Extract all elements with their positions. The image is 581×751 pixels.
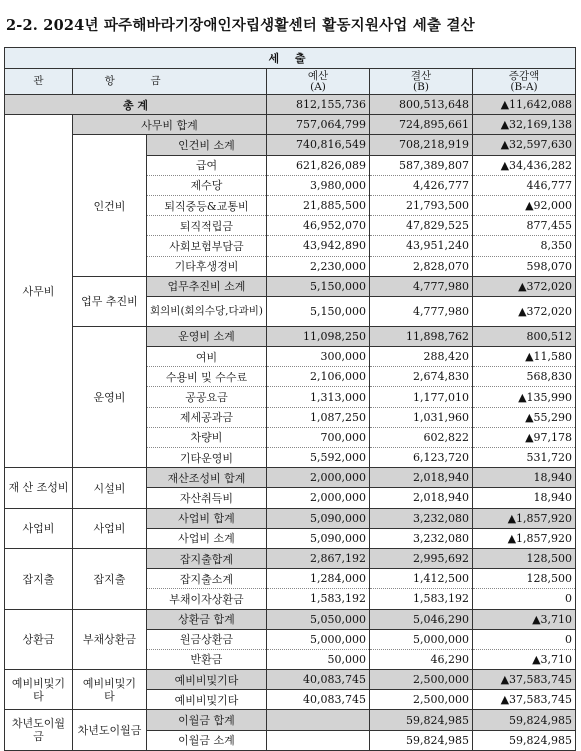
cell-budget: 5,150,000 xyxy=(267,296,370,326)
cell-diff: 800,512 xyxy=(473,326,576,346)
cell-budget: 2,000,000 xyxy=(267,468,370,488)
cell-diff: 446,777 xyxy=(473,175,576,195)
cell-settle: 2,995,692 xyxy=(370,548,473,568)
hang-cell: 업무 추진비 xyxy=(73,276,147,326)
cell-budget: 5,150,000 xyxy=(267,276,370,296)
cell-budget: 2,106,000 xyxy=(267,367,370,387)
cell-diff: 0 xyxy=(473,629,576,649)
cell-diff: ▲37,583,745 xyxy=(473,690,576,710)
cell-diff: 128,500 xyxy=(473,548,576,568)
cell-diff: ▲37,583,745 xyxy=(473,670,576,690)
table-row xyxy=(5,508,576,528)
cell-diff: 18,940 xyxy=(473,468,576,488)
cell-settle: 4,777,980 xyxy=(370,276,473,296)
cell-settle: 11,898,762 xyxy=(370,326,473,346)
table-row xyxy=(5,276,576,296)
cell-settle: 2,018,940 xyxy=(370,468,473,488)
cell-budget: 1,313,000 xyxy=(267,387,370,407)
row-label: 잡지출합계 xyxy=(147,548,267,568)
section-header-row xyxy=(5,48,576,69)
row-label: 총 계 xyxy=(5,95,267,115)
cell-settle: 3,232,080 xyxy=(370,528,473,548)
cell-diff: ▲1,857,920 xyxy=(473,528,576,548)
cell-budget: 40,083,745 xyxy=(267,670,370,690)
cell-budget: 50,000 xyxy=(267,649,370,669)
table-row xyxy=(5,670,576,690)
table-row xyxy=(5,710,576,730)
cell-diff: ▲372,020 xyxy=(473,276,576,296)
cell-budget: 5,090,000 xyxy=(267,508,370,528)
cell-diff: 877,455 xyxy=(473,216,576,236)
gwan-cell: 잡지출 xyxy=(5,548,73,609)
cell-settle: 2,500,000 xyxy=(370,670,473,690)
cell-budget: 5,050,000 xyxy=(267,609,370,629)
cell-settle: 5,000,000 xyxy=(370,629,473,649)
cell-budget: 2,230,000 xyxy=(267,256,370,276)
cell-diff: ▲135,990 xyxy=(473,387,576,407)
cell-budget: 812,155,736 xyxy=(267,95,370,115)
cell-settle: 3,232,080 xyxy=(370,508,473,528)
row-label: 퇴직적립금 xyxy=(147,216,267,236)
cell-settle: 2,828,070 xyxy=(370,256,473,276)
row-label: 부채이자상환금 xyxy=(147,589,267,609)
row-label: 이월금 소계 xyxy=(147,730,267,750)
cell-settle: 59,824,985 xyxy=(370,730,473,750)
cell-settle: 2,018,940 xyxy=(370,488,473,508)
cell-settle: 59,824,985 xyxy=(370,710,473,730)
cell-diff: ▲11,580 xyxy=(473,347,576,367)
cell-budget: 5,090,000 xyxy=(267,528,370,548)
col-diff: 증감액 (B-A) xyxy=(473,69,576,95)
table-row-total xyxy=(5,95,576,115)
cell-diff: 531,720 xyxy=(473,448,576,468)
row-label: 여비 xyxy=(147,347,267,367)
gwan-cell: 예비비및기타 xyxy=(5,670,73,710)
row-label: 업무추진비 소계 xyxy=(147,276,267,296)
cell-settle: 2,674,830 xyxy=(370,367,473,387)
cell-diff: ▲55,290 xyxy=(473,407,576,427)
row-label: 반환금 xyxy=(147,649,267,669)
row-label: 기타후생경비 xyxy=(147,256,267,276)
page-title: 2-2. 2024년 파주해바라기장애인자립생활센터 활동지원사업 세출 결산 xyxy=(6,17,475,34)
cell-diff: 598,070 xyxy=(473,256,576,276)
cell-budget: 2,000,000 xyxy=(267,488,370,508)
row-label: 사업비 합계 xyxy=(147,508,267,528)
cell-budget: 3,980,000 xyxy=(267,175,370,195)
row-label: 기타운영비 xyxy=(147,448,267,468)
cell-budget: 11,098,250 xyxy=(267,326,370,346)
column-header-row xyxy=(5,69,576,95)
cell-settle: 47,829,525 xyxy=(370,216,473,236)
cell-budget: 2,867,192 xyxy=(267,548,370,568)
cell-budget: 1,087,250 xyxy=(267,407,370,427)
row-label: 예비비및기타 xyxy=(147,690,267,710)
cell-diff: ▲92,000 xyxy=(473,195,576,215)
cell-diff: 128,500 xyxy=(473,569,576,589)
cell-diff: ▲34,436,282 xyxy=(473,155,576,175)
row-label: 상환금 합계 xyxy=(147,609,267,629)
cell-diff: ▲32,597,630 xyxy=(473,135,576,155)
cell-budget: 5,592,000 xyxy=(267,448,370,468)
row-label: 수용비 및 수수료 xyxy=(147,367,267,387)
cell-budget: 757,064,799 xyxy=(267,115,370,135)
cell-budget: 300,000 xyxy=(267,347,370,367)
row-label: 제수당 xyxy=(147,175,267,195)
expenditure-table xyxy=(4,47,576,751)
section-title: 세 출 xyxy=(5,48,576,69)
cell-diff: ▲11,642,088 xyxy=(473,95,576,115)
gwan-cell: 사무비 xyxy=(5,115,73,468)
col-settle: 결산 (B) xyxy=(370,69,473,95)
row-label: 이월금 합계 xyxy=(147,710,267,730)
cell-budget: 740,816,549 xyxy=(267,135,370,155)
cell-diff: ▲32,169,138 xyxy=(473,115,576,135)
gwan-cell: 차년도이월금 xyxy=(5,710,73,750)
row-label: 재산조성비 합계 xyxy=(147,468,267,488)
col-mok: 금 xyxy=(147,69,267,95)
hang-cell: 사업비 xyxy=(73,508,147,548)
row-label: 차량비 xyxy=(147,427,267,447)
cell-settle: 1,177,010 xyxy=(370,387,473,407)
row-label: 사업비 소계 xyxy=(147,528,267,548)
row-label: 퇴직중등&교통비 xyxy=(147,195,267,215)
gwan-cell: 사업비 xyxy=(5,508,73,548)
gwan-cell: 재 산 조성비 xyxy=(5,468,73,508)
cell-budget: 621,826,089 xyxy=(267,155,370,175)
cell-budget xyxy=(267,730,370,750)
table-row xyxy=(5,548,576,568)
row-label: 예비비및기타 xyxy=(147,670,267,690)
cell-budget: 5,000,000 xyxy=(267,629,370,649)
table-row xyxy=(5,326,576,346)
cell-settle: 602,822 xyxy=(370,427,473,447)
cell-settle: 708,218,919 xyxy=(370,135,473,155)
table-row xyxy=(5,468,576,488)
row-label: 운영비 소계 xyxy=(147,326,267,346)
cell-settle: 724,895,661 xyxy=(370,115,473,135)
col-hang: 항 xyxy=(73,69,147,95)
cell-settle: 1,412,500 xyxy=(370,569,473,589)
row-label: 원금상환금 xyxy=(147,629,267,649)
cell-diff: ▲3,710 xyxy=(473,609,576,629)
col-budget: 예산 (A) xyxy=(267,69,370,95)
cell-budget: 21,885,500 xyxy=(267,195,370,215)
cell-budget: 43,942,890 xyxy=(267,236,370,256)
row-label: 인건비 소계 xyxy=(147,135,267,155)
cell-diff: ▲3,710 xyxy=(473,649,576,669)
cell-diff: 18,940 xyxy=(473,488,576,508)
cell-settle: 1,583,192 xyxy=(370,589,473,609)
cell-settle: 43,951,240 xyxy=(370,236,473,256)
row-label: 사무비 합계 xyxy=(73,115,267,135)
cell-diff: ▲1,857,920 xyxy=(473,508,576,528)
col-gwan: 관 xyxy=(5,69,73,95)
row-label: 회의비(회의수당,다과비) xyxy=(147,296,267,326)
hang-cell: 인건비 xyxy=(73,135,147,276)
cell-settle: 21,793,500 xyxy=(370,195,473,215)
cell-diff: 0 xyxy=(473,589,576,609)
row-label: 자산취득비 xyxy=(147,488,267,508)
row-label: 잡지출소계 xyxy=(147,569,267,589)
cell-budget: 700,000 xyxy=(267,427,370,447)
table-row xyxy=(5,135,576,155)
row-label: 제세공과금 xyxy=(147,407,267,427)
hang-cell: 잡지출 xyxy=(73,548,147,609)
cell-settle: 288,420 xyxy=(370,347,473,367)
cell-settle: 800,513,648 xyxy=(370,95,473,115)
cell-diff: ▲372,020 xyxy=(473,296,576,326)
cell-budget: 1,583,192 xyxy=(267,589,370,609)
hang-cell: 시설비 xyxy=(73,468,147,508)
cell-diff: ▲97,178 xyxy=(473,427,576,447)
cell-diff: 59,824,985 xyxy=(473,730,576,750)
cell-budget xyxy=(267,710,370,730)
cell-settle: 46,290 xyxy=(370,649,473,669)
table-row xyxy=(5,115,576,135)
cell-settle: 4,777,980 xyxy=(370,296,473,326)
hang-cell: 운영비 xyxy=(73,326,147,467)
hang-cell: 예비비및기 타 xyxy=(73,670,147,710)
cell-settle: 4,426,777 xyxy=(370,175,473,195)
row-label: 사회보험부담금 xyxy=(147,236,267,256)
gwan-cell: 상환금 xyxy=(5,609,73,670)
cell-settle: 587,389,807 xyxy=(370,155,473,175)
cell-budget: 40,083,745 xyxy=(267,690,370,710)
hang-cell: 부채상환금 xyxy=(73,609,147,670)
cell-settle: 5,046,290 xyxy=(370,609,473,629)
cell-budget: 46,952,070 xyxy=(267,216,370,236)
cell-budget: 1,284,000 xyxy=(267,569,370,589)
cell-settle: 1,031,960 xyxy=(370,407,473,427)
cell-diff: 59,824,985 xyxy=(473,710,576,730)
cell-settle: 6,123,720 xyxy=(370,448,473,468)
cell-diff: 8,350 xyxy=(473,236,576,256)
cell-diff: 568,830 xyxy=(473,367,576,387)
cell-settle: 2,500,000 xyxy=(370,690,473,710)
row-label: 공공요금 xyxy=(147,387,267,407)
row-label: 급여 xyxy=(147,155,267,175)
table-row xyxy=(5,609,576,629)
hang-cell: 차년도이월금 xyxy=(73,710,147,750)
